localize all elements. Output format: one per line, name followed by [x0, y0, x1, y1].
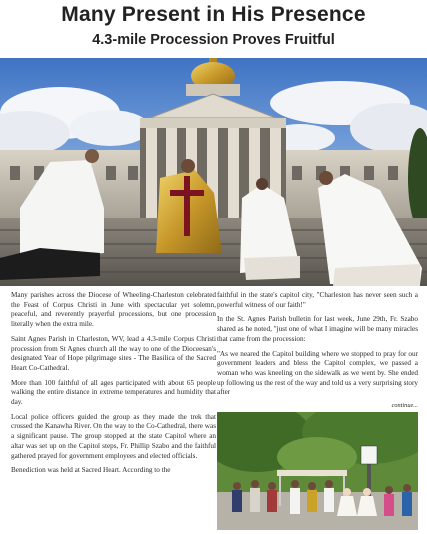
- article-paragraph: Saint Agnes Parish in Charleston, WV, lead a 4.3-mile Corpus Christi procession from St Agnes church all the way to one of the Dioceesan's designated Year of Hope pilgrimage sites - The Basilica of the Sacred Heart Co-Cathedral.: [11, 334, 216, 372]
- article-left-column: [11, 291, 216, 481]
- article-paragraph: In the St. Agnes Parish bulletin for last week, June 29th, Fr. Szabo shared as he noted, "just one of what I imagine will be many miracles that came from the procession:: [217, 315, 418, 343]
- headline: Many Present in His Presence: [61, 3, 366, 26]
- article-paragraph: "As we neared the Capitol building where we stopped to pray for our government leaders and bless the Capitol complex, we passed a woman who was kneeling on the sidewalk as we went by. She ended up following us the rest of the way and told us a very surprising story after: [217, 349, 418, 397]
- article-paragraph: faithful in the state's capitol city, "Charleston has never seen such a powerful witness of our faith!": [217, 291, 418, 309]
- article-paragraph: Many parishes across the Diocese of Wheeling-Charleston celebrated the Feast of Corpus Christi in June with spectacular yet solemn, peaceful, and reverently prayerful processions, but one procession literally when the extra mile.: [11, 291, 216, 329]
- procession-street-photo: [217, 412, 418, 530]
- article-paragraph: Local police officers guided the group as they made the trek that crossed the Kanawha River. On the way to the Co-Cathedral, there was a significant pause. The group stopped at the state Capitol where an altar was set up on the Capitol steps, Fr. Phillip Szabo and the faithful gathered prayed for government employees and elected officials.: [11, 412, 216, 460]
- continue-label: continue...: [391, 402, 418, 410]
- article-right-column: [217, 291, 418, 411]
- subheadline: 4.3-mile Procession Proves Fruitful: [92, 32, 335, 48]
- procession-capitol-steps-photo: [0, 58, 427, 286]
- article-paragraph: Benediction was held at Sacred Heart. According to the: [11, 466, 171, 475]
- article-paragraph: More than 100 faithful of all ages participated with about 65 people walking the entire distance in extreme temperatures and humidity that day.: [11, 378, 216, 407]
- page-header: [0, 0, 427, 58]
